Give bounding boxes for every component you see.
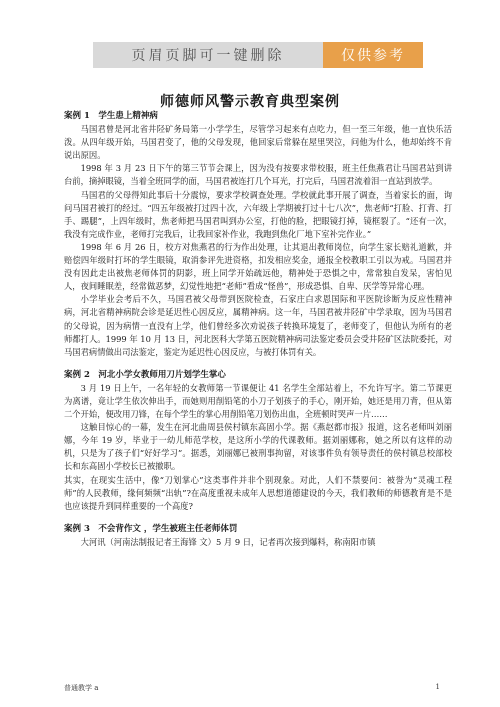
header-banner [93,42,423,68]
case-2-heading: 案例 2 河北小学女教师用刀片划学生掌心 [64,369,226,380]
page-footer [64,683,440,693]
case-1-section [64,110,452,359]
case-1-paragraph: 1998 年 3 月 23 日下午的第三节节会课上，因为没有按要求带校服，班主任焦燕君让马国君站到讲台前，摘掉眼镜，当着全班同学的面，马国君被连打几个耳光，打完后，马国君流着泪一直站到放学。 [64,163,452,187]
reference-only-badge: 仅供参考 [323,42,423,68]
case-3-section [64,523,452,549]
document-body [64,110,452,549]
case-1-paragraph: 马国君曾是河北省井陉矿务局第一小学学生，尽管学习起来有点吃力，但一至三年级，他一直快乐活泼。从四年级开始，马国君变了，他的父母发现，他回家后常躲在屋里哭泣，问他为什么，他却始终不肯说出原因。 [64,124,452,161]
case-1-paragraph: 小学毕业会考后不久，马国君被父母带到医院检查，石家庄白求恩国际和平医院诊断为反应性精神病，河北省精神病院会诊是延迟性心因反应，属精神病。这一年，马国君被井陉矿中学录取，因为马国君的父母说，因为病情一直没有上学，他们曾经多次劝说孩子转换环境复了，老师变了，但他认为所有的老师都打人。1999 年 10 月 13 日，河北医科大学第五医院精神病司法鉴定委员会受井陉矿区法院委托，对马国君病情做出司法鉴定，鉴定为延迟性心因反应，与被打体罚有关。 [64,294,452,357]
header-removable-note: 页眉页脚可一键删除 [131,48,285,64]
case-2-paragraph: 3 月 19 日上午，一名年轻的女教师第一节课便让 41 名学生全部站着上，不允许写字。第二节课更为离谱，竟让学生依次伸出手，而她则用削铅笔的小刀子划孩子的手心，刚开始，她还是用刀背，但从第二个开始，便改用刀锋，在每个学生的掌心用削铅笔刀划伤出血，全班顿时哭声一片…… [64,382,452,420]
case-1-paragraph: 马国君的父母得知此事后十分震惊，要求学校调查处理。学校就此事开展了调查，当着家长的面，询问马国君被打的经过。“四五年级被打过四十次，六年级上学期被打过十七八次”，焦老师“打脸、打背、打手、踢腿”，上四年级时，焦老师把马国君叫到办公室，打他的脸，把眼镜打掉，镜框裂了。“还有一次，我没有完成作业，老师打完我后，让我回家补作业，我跑到焦化厂地下室补完作业。” [64,189,452,239]
footer-label: 普通教学 a [64,684,99,692]
case-2-paragraph: 这触目惊心的一幕，发生在河北曲周县侯村镇东高固小学。据《燕赵都市报》报道，这名老师叫刘丽娜，今年 19 岁，毕业于一幼儿师范学校，是这所小学的代课教师。据刘丽娜称，她之所以有这样的动机，只是为了孩子们“好好学习”。据悉，刘丽娜已被刑事拘留，对该事件负有领导责任的侯村镇总校部校长和东高固小学校长已被撤职。 [64,422,452,472]
case-3-heading: 案例 3 不会背作文 ，学生被班主任老师体罚 [64,523,238,534]
page-title: 师德师风警示教育典型案例 [160,94,340,110]
page-number: 1 [435,683,440,691]
case-3-paragraph: 大河讯（河南法制报记者王海锋 文）5 月 9 日，记者再次接到爆料，称南阳市镇 [80,536,376,547]
case-1-heading: 案例 1 学生患上精神病 [64,111,158,121]
case-2-section [64,369,452,513]
case-2-closing-paragraph: 其实，在现实生活中，像“刀划掌心”这类事件并非个别现象。对此，人们不禁要问：被誉为“灵魂工程师”的人民教师，缘何频频“出轨”?在高度重视未成年人思想道德建设的今天，我们教师的师德教育是不是也应该提升到同样重要的一个高度? [64,474,452,511]
case-1-paragraph: 1998 年 6 月 26 日，校方对焦燕君的行为作出处理，让其退出教师岗位，向学生家长赔礼道歉，并赔偿四年级时打坏的学生眼镜，取消参评先进资格，扣发相应奖金，通报全校教职工引以为戒。马国君并没有因此走出被焦老师体罚的阴影，班上同学开始疏远他，精神处于恐惧之中，常常独自发呆，害怕见人，夜间睡眠差，经常做恶梦，幻觉性地把“老师”看成“怪兽”，形成恐惧、自卑、厌学等异常心理。 [64,241,452,292]
